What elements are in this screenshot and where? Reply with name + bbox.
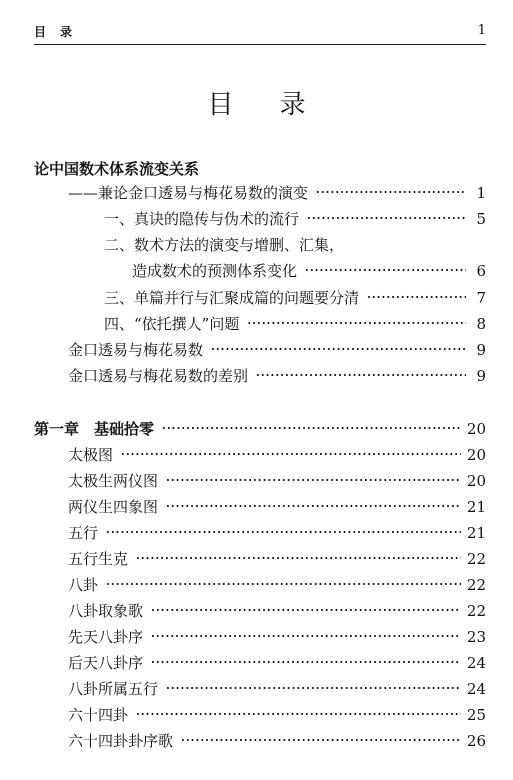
toc-entry[interactable] — [68, 652, 486, 674]
toc-entry[interactable] — [68, 678, 486, 700]
toc-entry[interactable] — [68, 600, 486, 622]
toc-entry-label: 造成数术的预测体系变化 — [132, 262, 298, 280]
toc-entry-page: 22 — [466, 602, 486, 620]
toc-entry[interactable] — [68, 496, 486, 518]
chapter-heading: 第一章 基础拾零 — [34, 420, 155, 438]
toc-entry-page: 21 — [466, 524, 486, 542]
dot-leader — [367, 291, 466, 304]
toc-entry-page: 22 — [466, 550, 486, 568]
toc-entry-page: 20 — [466, 472, 486, 490]
toc-entry-page: 1 — [476, 184, 486, 202]
section-heading: 论中国数术体系流变关系 — [34, 160, 200, 178]
toc-entry[interactable] — [68, 339, 486, 361]
running-head — [34, 22, 486, 45]
dot-leader — [256, 369, 466, 382]
toc-entry-page: 9 — [476, 367, 486, 385]
dot-leader — [106, 526, 461, 539]
toc-entry[interactable] — [68, 574, 486, 596]
toc-entry-page: 25 — [466, 706, 486, 724]
dot-leader — [166, 682, 461, 695]
toc-entry-label: 金口透易与梅花易数 — [68, 341, 204, 359]
running-head-title: 目录 — [34, 25, 87, 39]
toc-entry[interactable] — [68, 522, 486, 544]
toc-entry[interactable] — [68, 182, 486, 204]
toc-entry-page: 24 — [466, 654, 486, 672]
dot-leader — [136, 552, 461, 565]
chapter-entry[interactable] — [34, 418, 486, 440]
page-title: 目录 — [207, 90, 352, 120]
dot-leader — [136, 708, 461, 721]
dot-leader — [106, 578, 461, 591]
dot-leader — [151, 630, 461, 643]
dot-leader — [166, 500, 461, 513]
dot-leader — [307, 212, 466, 225]
toc-entry-page: 8 — [476, 315, 486, 333]
dot-leader — [121, 448, 461, 461]
toc-entry-page: 7 — [476, 289, 486, 307]
dot-leader — [211, 343, 466, 356]
dot-leader — [151, 604, 461, 617]
toc-entry-label: 六十四卦 — [68, 706, 129, 724]
toc-entry-label: 八卦所属五行 — [68, 680, 159, 698]
toc-entry-label: 太极生两仪图 — [68, 472, 159, 490]
toc-entry-label: 太极图 — [68, 446, 114, 464]
toc-entry[interactable] — [132, 260, 486, 282]
dot-leader — [316, 186, 466, 199]
running-head-page-number: 1 — [477, 23, 486, 38]
toc-entry-label: 五行 — [68, 524, 99, 542]
toc-entry[interactable] — [68, 730, 486, 752]
toc-entry-label: 三、单篇并行与汇聚成篇的问题要分清 — [104, 289, 360, 307]
toc-entry-line1[interactable] — [104, 234, 486, 256]
toc-entry-label: 四、“依托撰人”问题 — [104, 315, 240, 333]
toc-entry-label: 后天八卦序 — [68, 654, 144, 672]
toc-entry[interactable] — [104, 313, 486, 335]
toc-entry-page: 9 — [476, 341, 486, 359]
toc-entry[interactable] — [68, 626, 486, 648]
toc-entry-page: 5 — [476, 210, 486, 228]
toc-entry-label: 一、真诀的隐传与伪术的流行 — [104, 210, 300, 228]
toc-entry[interactable] — [68, 470, 486, 492]
toc-entry-label: 先天八卦序 — [68, 628, 144, 646]
chapter-page: 20 — [466, 420, 486, 438]
toc-entry-label: 六十四卦卦序歌 — [68, 732, 174, 750]
dot-leader — [181, 734, 461, 747]
toc-entry[interactable] — [68, 444, 486, 466]
dot-leader — [166, 474, 461, 487]
toc-entry[interactable] — [68, 548, 486, 570]
toc-entry-page: 22 — [466, 576, 486, 594]
toc-entry-page: 26 — [466, 732, 486, 750]
dot-leader — [247, 317, 466, 330]
toc-entry-page: 6 — [476, 262, 486, 280]
toc-entry[interactable] — [104, 287, 486, 309]
toc-entry[interactable] — [68, 365, 486, 387]
toc-entry-page: 23 — [466, 628, 486, 646]
dot-leader — [162, 422, 461, 435]
dot-leader — [305, 264, 466, 277]
toc-entry-label: 金口透易与梅花易数的差别 — [68, 367, 249, 385]
toc-entry[interactable] — [104, 208, 486, 230]
toc-entry-label: 五行生克 — [68, 550, 129, 568]
toc-entry-label: 八卦取象歌 — [68, 602, 144, 620]
toc-entry-page: 20 — [466, 446, 486, 464]
toc-entry-label: 八卦 — [68, 576, 99, 594]
toc-entry-page: 24 — [466, 680, 486, 698]
toc-entry-label: ——兼论金口透易与梅花易数的演变 — [68, 184, 309, 202]
dot-leader — [151, 656, 461, 669]
toc-entry-label: 二、数术方法的演变与增删、汇集， — [104, 236, 345, 254]
toc-entry[interactable] — [68, 704, 486, 726]
toc-entry-page: 21 — [466, 498, 486, 516]
toc-entry-label: 两仪生四象图 — [68, 498, 159, 516]
